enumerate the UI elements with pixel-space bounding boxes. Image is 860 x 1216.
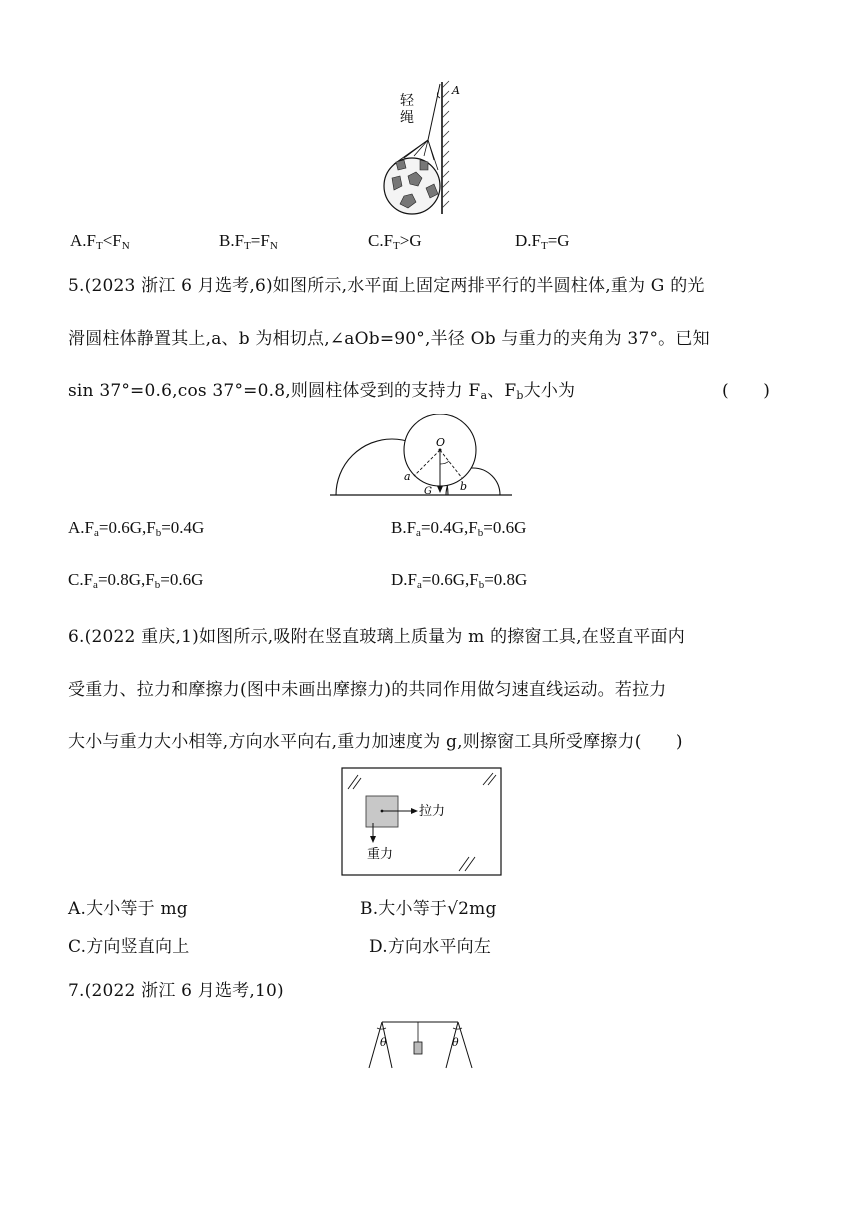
q5-line-3: sin 37°=0.6,cos 37°=0.8,则圆柱体受到的支持力 $F_a$、$F_b$大小为 bbox=[68, 381, 576, 402]
label-g: G bbox=[424, 486, 432, 497]
q5-option-a: $A.F_a=0.6G,F_b=0.4G$ bbox=[68, 518, 205, 539]
q4-option-a: $A.F_T<F_N$ bbox=[70, 231, 130, 252]
q7-line-1: 7.(2022 浙江 6 月选考,10) bbox=[68, 981, 284, 1001]
q6-line-2: 受重力、拉力和摩擦力(图中未画出摩擦力)的共同作用做匀速直线运动。若拉力 bbox=[68, 680, 667, 700]
q5-line-1: 5.(2023 浙江 6 月选考,6)如图所示,水平面上固定两排平行的半圆柱体,重为 G 的光 bbox=[68, 276, 705, 296]
q5-option-d: $D.F_a=0.6G,F_b=0.8G$ bbox=[391, 570, 528, 591]
q5-line-2: 滑圆柱体静置其上,a、b 为相切点,∠aOb=90°,半径 Ob 与重力的夹角为 37°。已知 bbox=[68, 329, 710, 349]
hanging-figure bbox=[364, 1016, 478, 1074]
q5-option-c: $C.F_a=0.8G,F_b=0.6G$ bbox=[68, 570, 204, 591]
q4-option-b: $B.F_T=F_N$ bbox=[219, 231, 278, 252]
pull-label: 拉力 bbox=[419, 804, 446, 819]
theta-left: θ bbox=[380, 1036, 387, 1049]
q6-option-a: A.大小等于 mg bbox=[68, 899, 188, 919]
label-o: O bbox=[436, 436, 446, 449]
q4-option-d: $D.F_T=G$ bbox=[515, 231, 570, 252]
label-a: a bbox=[404, 470, 411, 483]
wall-label: A bbox=[452, 84, 460, 97]
q6-option-b: B.大小等于√2mg bbox=[360, 899, 497, 919]
q6-line-3: 大小与重力大小相等,方向水平向右,重力加速度为 g,则擦窗工具所受摩擦力( ) bbox=[68, 732, 683, 752]
gravity-label: 重力 bbox=[367, 847, 394, 862]
q6-option-d: D.方向水平向左 bbox=[369, 937, 492, 957]
q5-answer-bracket: ( ) bbox=[722, 381, 771, 401]
label-b: b bbox=[460, 480, 468, 493]
window-cleaner-figure bbox=[341, 767, 503, 877]
q6-line-1: 6.(2022 重庆,1)如图所示,吸附在竖直玻璃上质量为 m 的擦窗工具,在竖直平面内 bbox=[68, 627, 685, 647]
theta-right: θ bbox=[452, 1036, 459, 1049]
rope-label-1: 轻 bbox=[400, 93, 414, 109]
rope-label-2: 绳 bbox=[400, 110, 414, 126]
cylinders-figure bbox=[328, 414, 514, 500]
q6-option-c: C.方向竖直向上 bbox=[68, 937, 190, 957]
ball-on-wall-figure bbox=[370, 78, 470, 218]
q5-option-b: $B.F_a=0.4G,F_b=0.6G$ bbox=[391, 518, 527, 539]
q4-option-c: $C.F_T>G$ bbox=[368, 231, 422, 252]
